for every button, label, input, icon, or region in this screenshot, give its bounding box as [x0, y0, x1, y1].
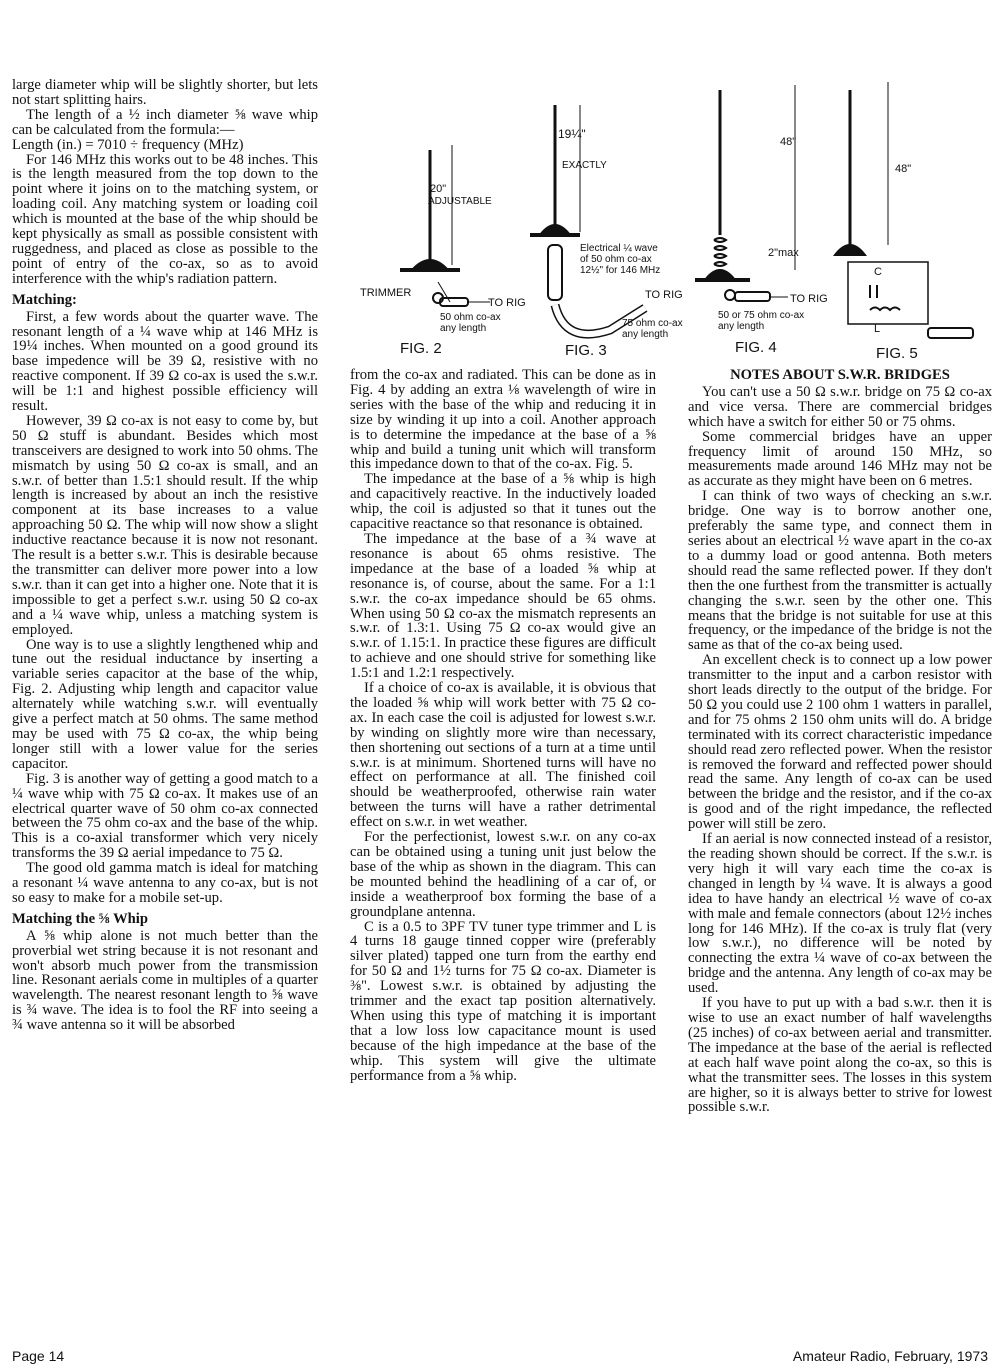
- fig3-to-rig-label: TO RIG: [645, 289, 683, 301]
- page-number: Page 14: [12, 1348, 65, 1364]
- fig3-length-label: 19¼": [558, 127, 586, 141]
- paragraph: If you have to put up with a bad s.w.r. then it is wise to use an exact number of half wavelengths (25 inches) of co-ax between aerial and transmitter. The impedance at the base of the aerial is reflected at each half wave point along the co-ax, so this is what the transmitter sees. The losses in this system are higher, so it is always better to strive for lowest possible s.w.r.: [688, 995, 992, 1116]
- section-heading-matching: Matching:: [12, 291, 77, 308]
- fig3-length-146-label: 12½" for 146 MHz: [580, 265, 661, 276]
- fig2-coax-length-label: any length: [440, 323, 487, 334]
- column-2: [350, 368, 656, 1084]
- fig-5-diagram: [835, 82, 973, 338]
- paragraph: large diameter whip will be slightly shorter, but lets not start splitting hairs.: [12, 77, 318, 108]
- fig-2-diagram: [400, 145, 490, 306]
- figures-strip: [340, 70, 1000, 370]
- paragraph: If a choice of co-ax is available, it is obvious that the loaded ⅝ whip will work better with 75 Ω co-ax. In each case the coil is adjusted for lowest s.w.r. by winding on slightly more wire than necessary, then shortening out sections of a turn at a time until s.w.r. is at minimum. Shortened turns will have no effect on performance at all. The finished coil should be weatherproofed, otherwise rain water between the turns will have a rather detrimental effect on s.w.r. in wet weather.: [350, 680, 656, 831]
- column-1: [12, 78, 318, 1033]
- fig2-coax-label: 50 ohm co-ax: [440, 312, 501, 323]
- column-3: [688, 368, 992, 1115]
- paragraph: The impedance at the base of a ¾ wave at resonance is about 65 ohms resistive. The impedance at the base of a loaded ⅝ whip at resonance is, of course, about the same. For a 1:1 s.w.r. the co-ax impedance should be 65 ohms. When using 50 Ω co-ax the mismatch represents an s.w.r. of 1.3:1. Using 75 Ω co-ax would give an s.w.r. of 1.15:1. In practice these figures are difficult to achieve and one should strive for something like 1.5:1 and 1.2:1 respectively.: [350, 530, 656, 682]
- fig2-trimmer-label: TRIMMER: [360, 287, 412, 299]
- paragraph: The length of a ½ inch diameter ⅝ wave whip can be calculated from the formula:—: [12, 106, 318, 138]
- paragraph: The good old gamma match is ideal for matching a resonant ¼ wave antenna to any co-ax, but is not so easy to make for a mobile set-up.: [12, 860, 318, 906]
- paragraph: First, a few words about the quarter wave. The resonant length of a ¼ wave whip at 146 MHz is 19¼ inches. When mounted on a good ground its base impedence will be 39 Ω, resistive with no reactive component. If 39 Ω co-ax is used the s.w.r. will be 1:1 and highest possible efficiency will result.: [12, 308, 318, 415]
- paragraph: Fig. 3 is another way of getting a good match to a ¼ wave whip with 75 Ω co-ax. It makes use of an electrical quarter wave of 50 ohm co-ax connected between the 75 ohm co-ax and the base of the whip. This is a co-axial transformer which very nicely transforms the 39 Ω aerial impedance to 75 Ω.: [12, 770, 318, 862]
- section-heading-swr-bridges: NOTES ABOUT S.W.R. BRIDGES: [730, 367, 950, 383]
- fig3-exactly-label: EXACTLY: [562, 160, 607, 171]
- paragraph: C is a 0.5 to 3PF TV tuner type trimmer and L is 4 turns 18 gauge tinned copper wire (preferably silver plated) tapped one turn from the earthy end for 50 Ω and 1½ turns for 75 Ω co-ax. Diameter is ⅜". Lowest s.w.r. is obtained by adjusting the trimmer and the exact tap position alternatively. When using this type of matching it is important that a low loss low capacitance mount is used because of the high impedance at the base of the whip. This system will give the ultimate performance from a ⅝ whip.: [350, 918, 656, 1084]
- fig2-to-rig-label: TO RIG: [488, 297, 526, 309]
- section-heading-matching-58-whip: Matching the ⅝ Whip: [12, 910, 148, 927]
- fig4-coax-label: 50 or 75 ohm co-ax: [718, 310, 805, 321]
- fig3-electrical-label: Electrical ¼ wave: [580, 243, 658, 254]
- fig3-caption: FIG. 3: [565, 342, 607, 359]
- paragraph: I can think of two ways of checking an s.w.r. bridge. One way is to borrow another one, preferably the same type, and connect them in series about an electrical ½ wave apart in the co-ax to a dummy load or good antenna. Both meters should read the same reflected power. If they don't then the one furthest from the transmitter is actually changing the s.w.r. seen by the other one. This means that the bridge is not suitable for use at this frequency, or the impedance of the bridge is not the same as that of the co-ax being used.: [688, 488, 992, 654]
- fig4-max-label: 2"max: [768, 247, 799, 259]
- publication-footer: Amateur Radio, February, 1973: [792, 1348, 988, 1364]
- paragraph: from the co-ax and radiated. This can be done as in Fig. 4 by adding an extra ⅛ wavelength of wire in series with the base of the whip and reducing it in size by winding it up into a coil. Another approach is to determine the impedance at the base of a ⅝ whip and build a tuning unit which will transform this impedance down to that of the co-ax. Fig. 5.: [350, 367, 656, 473]
- paragraph: An excellent check is to connect up a low power transmitter to the input and a carbon resistor with short leads directly to the output of the bridge. For 50 Ω you could use 2 100 ohm 1 watters in parallel, and for 75 ohms 2 150 ohm units will do. A bridge terminated with its correct characteristic impedance should read zero reflected power. When the resistor is removed the forward and reffected power should read the same. Any length of co-ax can be used between the bridge and the resistor, and if the co-ax is good and of the right impedance, the reflected power will still be zero.: [688, 652, 992, 833]
- paragraph: You can't use a 50 Ω s.w.r. bridge on 75 Ω co-ax and vice versa. There are commercial bridges which have a switch for either 50 or 75 ohms.: [688, 383, 992, 430]
- fig3-coax-50-label: of 50 ohm co-ax: [580, 254, 652, 265]
- fig2-caption: FIG. 2: [400, 340, 442, 357]
- formula: Length (in.) = 7010 ÷ frequency (MHz): [12, 136, 244, 153]
- fig5-l-label: L: [874, 323, 881, 335]
- fig3-coax-length-label: any length: [622, 329, 669, 340]
- fig4-coax-length-label: any length: [718, 321, 765, 332]
- paragraph: For the perfectionist, lowest s.w.r. on any co-ax can be obtained using a tuning unit just below the base of the whip as shown in the diagram. This can be mounted behind the headlining of a car of, or inside a weatherproof box forming the base of a groundplane antenna.: [350, 829, 656, 920]
- paragraph: For 146 MHz this works out to be 48 inches. This is the length measured from the top down to the point where it joins on to the matching system, or loading coil. Any matching system or loading coil which is mounted at the base of the whip should be kept physically as small as possible consistent with ruggedness, and placed as close as possible to the point of entry of the co-ax, so as to avoid interference with the whip's radiation pattern.: [12, 151, 318, 287]
- fig-4-diagram: [695, 85, 795, 301]
- fig5-caption: FIG. 5: [876, 345, 918, 362]
- fig4-to-rig-label: TO RIG: [790, 293, 828, 305]
- fig-3-diagram: [530, 105, 645, 334]
- paragraph: The impedance at the base of a ⅝ whip is high and capacitively reactive. In the inductively loaded whip, the coil is adjusted so that it tunes out the capacitive reactance so that resonance is obtained.: [350, 471, 656, 533]
- fig2-adjustable-label: ADJUSTABLE: [428, 196, 492, 207]
- paragraph: A ⅝ whip alone is not much better than the proverbial wet string because it is not resonant and won't absorb much power from the transmission line. Resonant aerials come in multiples of a quarter wavelength. The nearest resonant length to ⅝ wave is ¾ wave. The idea is to fool the RF into seeing a ¾ wave antenna so it will be absorbed: [12, 927, 318, 1034]
- paragraph: However, 39 Ω co-ax is not easy to come by, but 50 Ω stuff is abundant. Besides which most transceivers are designed to work into 50 ohms. The mismatch by using 50 Ω co-ax is small, and an s.w.r. of better than 1.5:1 should result. If the whip length is increased by about an inch the resistive component at its base increases to a value approaching 50 Ω. The whip will now show a slight inductive reactance because it is now not resonant. The result is a better s.w.r. This is desirable because the transmitter can deliver more power into a low s.w.r. than it can get into a higher one. Note that it is impossible to get a perfect s.w.r. using 50 Ω co-ax and a ¼ wave whip, unless a matching system is employed.: [12, 412, 318, 638]
- antenna-diagrams: [340, 70, 1000, 370]
- fig5-length-label: 48": [895, 163, 912, 175]
- paragraph: If an aerial is now connected instead of a resistor, the reading shown should be correct. If the s.w.r. is very high it will vary each time the co-ax is changed in length by ¼ wave. It is always a good idea to have handy an electrical ½ wave of co-ax with male and female connectors (about 12½ inches long for 146 MHz). If the co-ax is truly flat (very low s.w.r.), no difference will be noted by connecting the extra ¼ wave of co-ax between the bridge and the antenna. Any length of co-ax may be used.: [688, 831, 992, 997]
- fig2-length-label: 20": [430, 183, 447, 195]
- paragraph: Some commercial bridges have an upper frequency limit of around 150 MHz, so measurements made around 146 MHz may not be as accurate as they might have been on 6 metres.: [688, 428, 992, 490]
- fig4-length-label: 48": [780, 136, 797, 148]
- fig4-caption: FIG. 4: [735, 339, 777, 356]
- paragraph: One way is to use a slightly lengthened whip and tune out the residual inductance by inserting a variable series capacitor at the base of the whip, Fig. 2. Adjusting whip length and capacitor value alternately while watching s.w.r. will eventually give a perfect match at 50 ohms. The same method may be used with 75 Ω co-ax, the whip being longer still with a lower value for the series capacitor.: [12, 636, 318, 772]
- fig3-coax-label: 75 ohm co-ax: [622, 318, 683, 329]
- fig5-c-label: C: [874, 266, 882, 278]
